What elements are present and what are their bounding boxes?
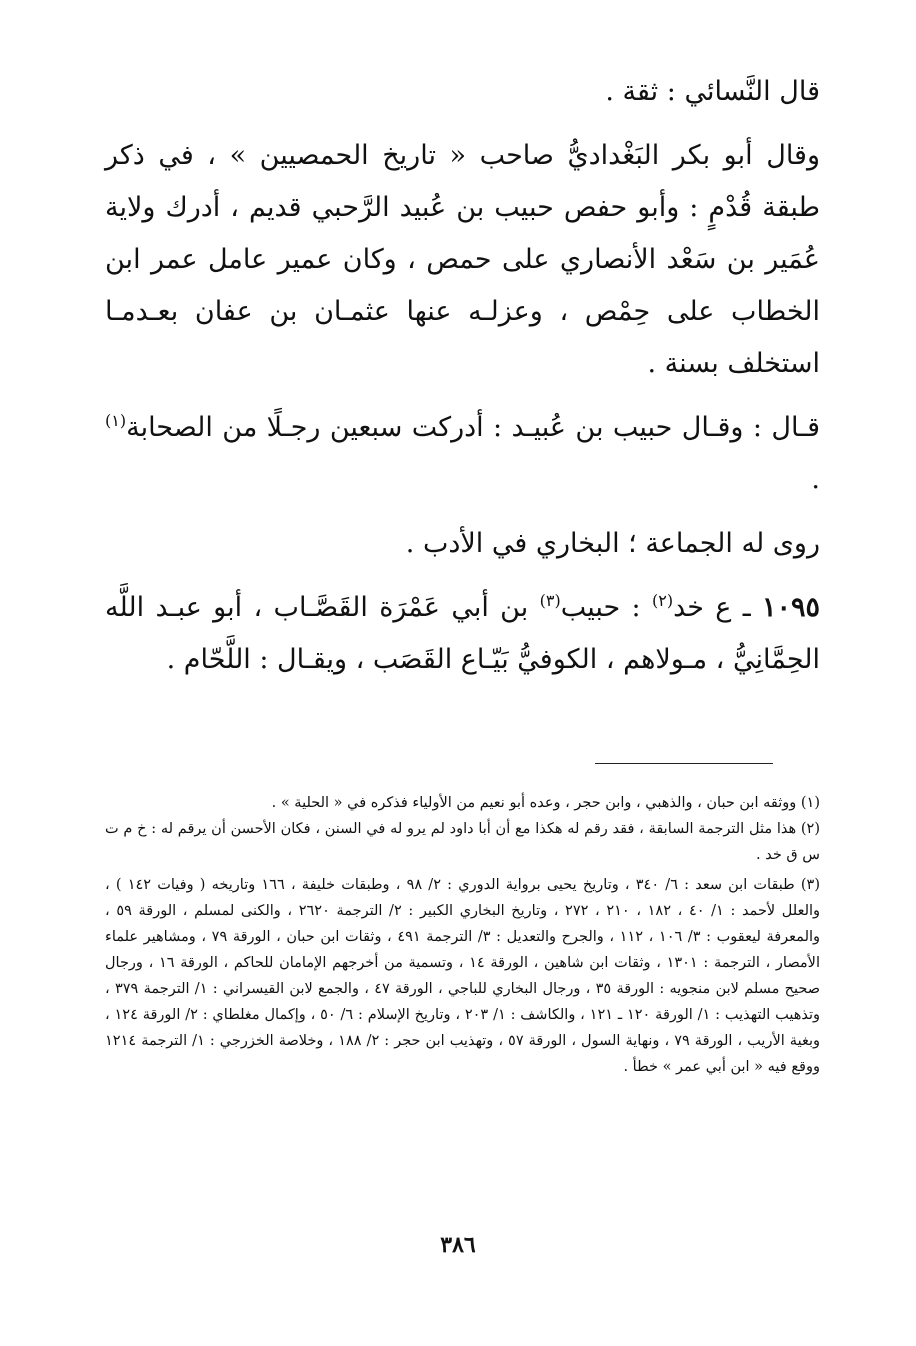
paragraph-nasai: قال النَّسائي : ثقة .	[605, 76, 820, 107]
footnote-divider	[595, 763, 773, 764]
footnote-1: (١) ووثقه ابن حبان ، والذهبي ، وابن حجر ، وعده أبو نعيم من الأولياء فذكره في « الحلية » .	[271, 795, 820, 811]
entry-codes: ـ ع خد	[673, 592, 762, 623]
footnote-3: (٣) طبقات ابن سعد : ٦/ ٣٤٠ ، وتاريخ يحيى برواية الدوري : ٢/ ٩٨ ، وطبقات خليفة ، ١٦٦ وتاريخه ( وفيات ١٤٢ ) ، والعلل لأحمد : ١/ ٤٠ ، ١٨٢ ، ٢١٠ ، ٢٧٢ ، وتاريخ البخاري الكبير : ٢/ الترجمة ٢٦٢٠ ، والكنى لمسلم ، الورقة ٥٩ ، والمعرفة ليعقوب : ٣/ ١٠٦ ، ١١٢ ، والجرح والتعديل : ٣/ الترجمة ٤٩١ ، وثقات ابن حبان ، الورقة ٧٩ ، ومشاهير علماء الأمصار ، الترجمة : ١٣٠١ ، وثقات ابن شاهين ، الورقة ١٤ ، وتسمية من أخرجهم الإمامان للحاكم ، الورقة ١٦ ، ورجال صحيح مسلم لابن منجويه : الورقة ٣٥ ، ورجال البخاري للباجي ، الورقة ٤٧ ، والجمع لابن القيسراني : ١/ الترجمة ٣٧٩ ، وتذهيب التهذيب : ١/ الورقة ١٢٠ ـ ١٢١ ، والكاشف : ١/ ٢٠٣ ، وتاريخ الإسلام : ٦/ ٥٠ ، وإكمال مغلطاي : ٢/ الورقة ١٢٤ ، وبغية الأريب ، الورقة ٧٩ ، ونهاية السول ، الورقة ٥٧ ، وتهذيب ابن حجر : ٢/ ١٨٨ ، وخلاصة الخزرجي : ١/ الترجمة ١٢١٤ ووقع فيه « ابن أبي عمر » خطأ .	[105, 877, 821, 1075]
paragraph-narrators: روى له الجماعة ؛ البخاري في الأدب .	[405, 528, 820, 559]
main-text	[105, 66, 820, 686]
paragraph-habib-quote	[105, 402, 820, 506]
entry-1095	[105, 582, 820, 686]
footnote-ref-3: (٣)	[539, 591, 561, 610]
entry-rest: بن أبي عَمْرَة القَصَّـاب ، أبو عبـد اللَّه الحِمَّانِيُّ ، مـولاهم ، الكوفيُّ بَيّـاع القَصَب ، ويقـال : اللَّحّام .	[105, 592, 820, 675]
footnote-ref-1: (١)	[105, 411, 127, 430]
footnotes	[105, 790, 820, 1080]
paragraph-habib-quote-text: قـال : وقـال حبيب بن عُبيـد : أدركت سبعين رجـلًا من الصحابة	[126, 412, 820, 443]
entry-number: ١٠٩٥	[761, 592, 820, 623]
footnote-ref-2: (٢)	[651, 591, 674, 610]
paragraph-baghdadi: وقال أبو بكر البَغْداديُّ صاحب « تاريخ الحمصيين » ، في ذكر طبقة قُدْمٍ : وأبو حفص حبيب بن عُبيد الرَّحبي قديم ، أدرك ولاية عُمَير بن سَعْد الأنصاري على حمص ، وكان عمير عامل عمر ابن الخطاب على حِمْص ، وعزلـه عنها عثمـان بن عفان بعـدمـا استخلف بسنة .	[105, 140, 820, 379]
footnote-2: (٢) هذا مثل الترجمة السابقة ، فقد رقم له هكذا مع أن أبا داود لم يرو له في السنن ، فكان الأحسن أن يرقم له : خ م ت س ق خد .	[105, 821, 820, 863]
page-number: ٣٨٦	[440, 1232, 476, 1258]
entry-name: : حبيب	[560, 592, 652, 623]
paragraph-habib-quote-end: .	[811, 464, 820, 495]
